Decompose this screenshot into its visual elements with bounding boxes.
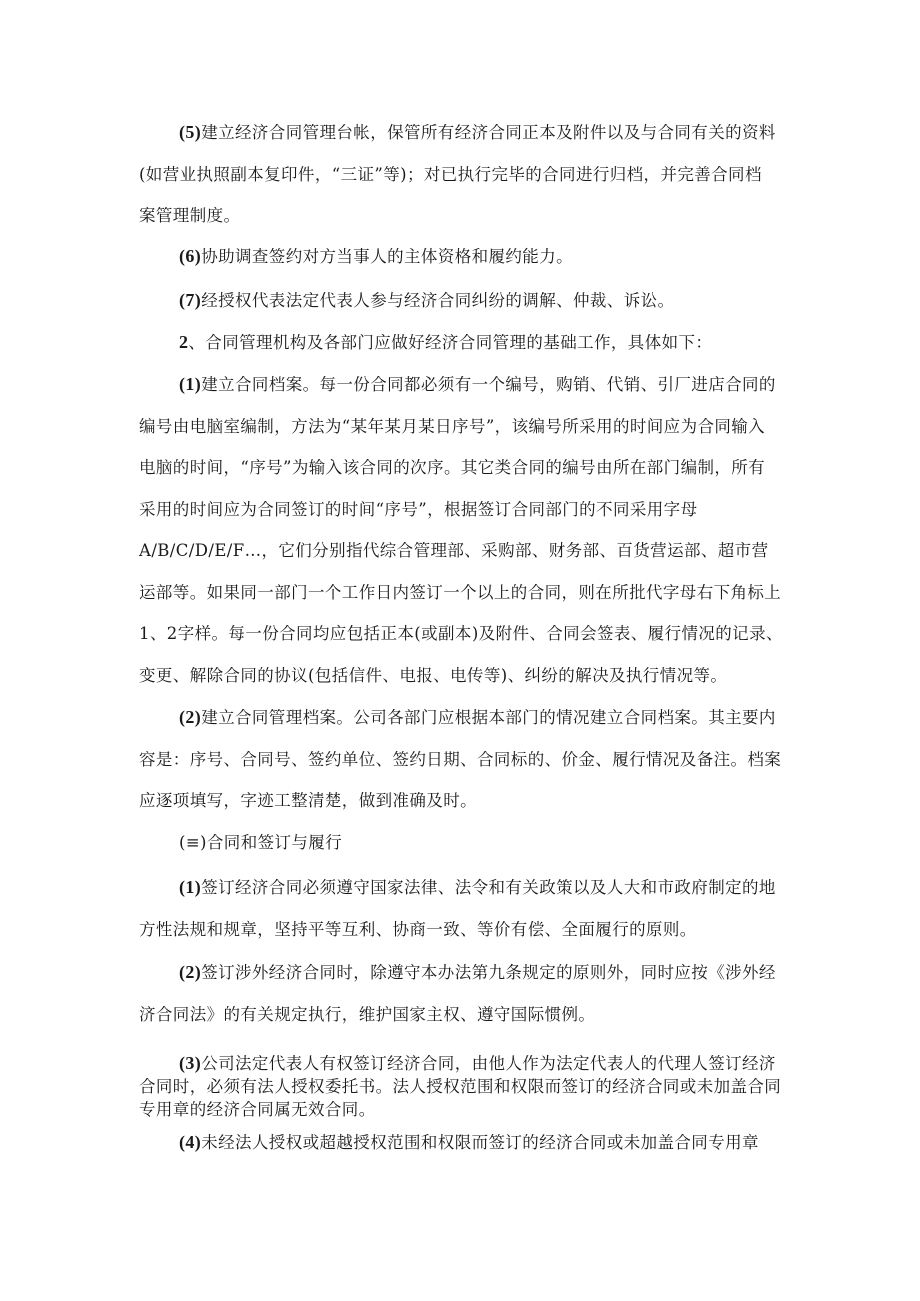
text-line: 采用的时间应为合同签订的时间“序号”，根据签订合同部门的不同采用字母	[139, 499, 698, 519]
text-line: 运部等。如果同一部门一个工作日内签订一个以上的合同，则在所批代字母右下角标上	[139, 582, 782, 602]
item-number: (7)	[179, 290, 202, 310]
text-line: (7)经授权代表法定代表人参与经济合同纠纷的调解、仲裁、诉讼。	[179, 290, 675, 310]
text-line: (如营业执照副本复印件，“三证”等)；对已执行完毕的合同进行归档，并完善合同档	[139, 164, 762, 184]
text-line: 2、合同管理机构及各部门应做好经济合同管理的基础工作，具体如下：	[179, 332, 713, 352]
text-line: (≡)合同和签订与履行	[179, 833, 343, 852]
paragraph-signing-4	[139, 1122, 799, 1164]
section-number: 2	[179, 332, 189, 352]
text-line: 电脑的时间，“序号”为输入该合同的次序。其它类合同的编号由所在部门编制，所有	[139, 458, 766, 477]
paragraph-signing-2	[139, 952, 799, 1035]
text-line: 案管理制度。	[139, 206, 241, 225]
text-line: 合同时，必须有法人授权委托书。法人授权范围和权限而签订的经济合同或未加盖合同	[139, 1077, 782, 1096]
text-line: 应逐项填写，字迹工整清楚，做到准确及时。	[139, 791, 477, 810]
text-line: 容是：序号、合同号、签约单位、签约日期、合同标的、价金、履行情况及备注。档案	[139, 749, 782, 769]
text-line: (2)建立合同管理档案。公司各部门应根据本部门的情况建立合同档案。其主要内	[179, 707, 776, 727]
text-line: 专用章的经济合同属无效合同。	[139, 1100, 376, 1119]
item-number: (1)	[179, 374, 202, 394]
text-line: (1)签订经济合同必须遵守国家法律、法令和有关政策以及人大和市政府制定的地	[179, 877, 776, 897]
section-2-heading	[139, 322, 799, 364]
text-line: 编号由电脑室编制，方法为“某年某月某日序号”，该编号所采用的时间应为合同输入	[139, 416, 766, 436]
paragraph-signing-1	[139, 867, 799, 950]
item-number: (4)	[179, 1132, 202, 1152]
section-3-heading	[139, 822, 799, 864]
paragraph-item-2-management-archive	[139, 697, 799, 822]
text-line: A/B/C/D/E/F…，它们分别指代综合管理部、采购部、财务部、百货营运部、超市营	[139, 541, 769, 560]
item-number: (5)	[179, 122, 202, 142]
text-line: 变更、解除合同的协议(包括信件、电报、电传等)、纠纷的解决及执行情况等。	[139, 665, 728, 685]
item-number: (1)	[179, 877, 202, 897]
text-line: (6)协助调查签约对方当事人的主体资格和履约能力。	[179, 246, 574, 266]
paragraph-signing-3	[139, 1052, 799, 1121]
item-number: (3)	[179, 1053, 202, 1073]
text-line: 方性法规和规章，坚持平等互利、协商一致、等价有偿、全面履行的原则。	[139, 919, 697, 939]
text-line: 济合同法》的有关规定执行，维护国家主权、遵守国际惯例。	[139, 1004, 596, 1024]
text-line: 1、2字样。每一份合同均应包括正本(或副本)及附件、合同会签表、履行情况的记录、	[139, 624, 783, 643]
paragraph-item-7	[139, 280, 799, 322]
item-number: (2)	[179, 962, 202, 982]
paragraph-item-1-contract-archive	[139, 364, 799, 696]
paragraph-item-6	[139, 236, 799, 278]
text-line: (1)建立合同档案。每一份合同都必须有一个编号，购销、代销、引厂进店合同的	[179, 374, 776, 394]
item-number: (6)	[179, 246, 202, 266]
text-line: (3)公司法定代表人有权签订经济合同，由他人作为法定代表人的代理人签订经济	[179, 1053, 776, 1073]
paragraph-item-5	[139, 112, 799, 237]
text-line: (4)未经法人授权或超越授权范围和权限而签订的经济合同或未加盖合同专用章	[179, 1132, 759, 1152]
text-line: (2)签订涉外经济合同时，除遵守本办法第九条规定的原则外，同时应按《涉外经	[179, 962, 776, 982]
text-line: (5)建立经济合同管理台帐，保管所有经济合同正本及附件以及与合同有关的资料	[179, 122, 776, 142]
item-number: (2)	[179, 707, 202, 727]
